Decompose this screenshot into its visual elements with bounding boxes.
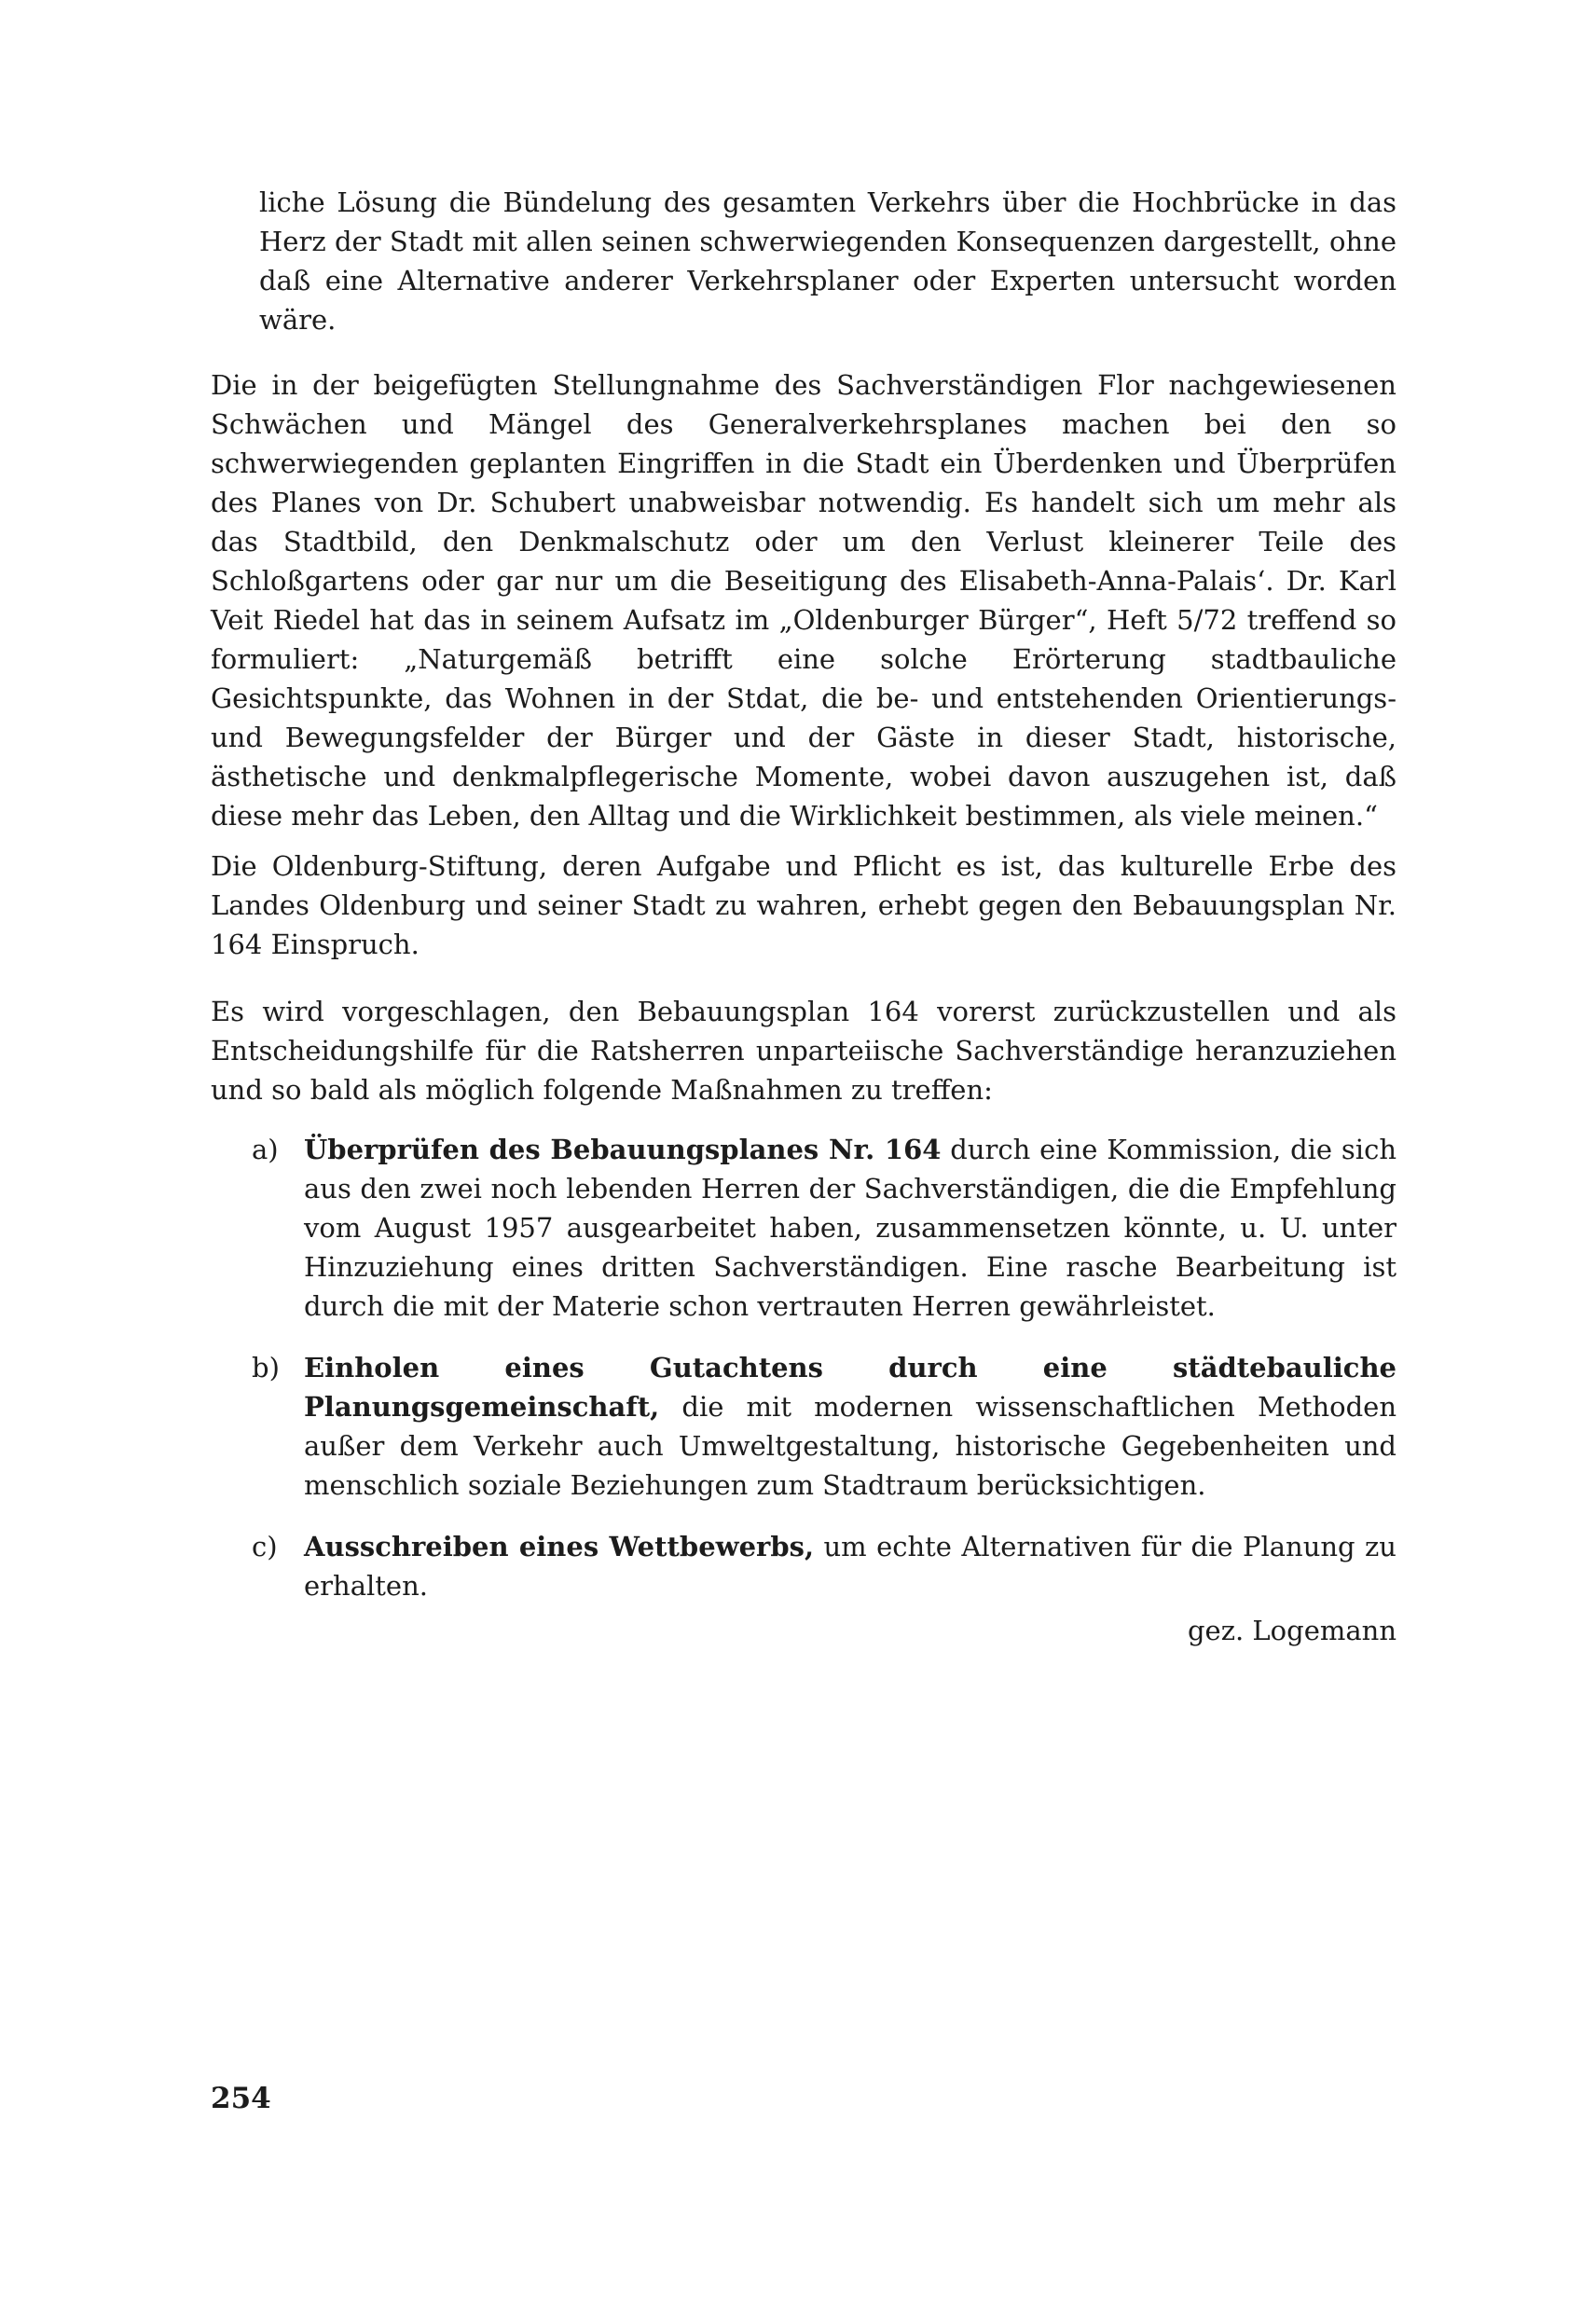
list-item-text: durch eine Kommission, die sich aus den zwei noch lebenden Herren der Sachverständigen, die die Empfehlung vom August 1957 ausgearbeitet haben, zusammensetzen könnte, u. U. unter Hinzuziehung eines dritten Sachverständigen. Eine rasche Bearbeitung ist durch die mit der Materie schon vertrauten Herren gewährleistet. <box>304 1134 1396 1322</box>
list-item-text: die mit modernen wissenschaftlichen Methoden außer dem Verkehr auch Umweltgestaltung, historische Gegebenheiten und menschlich soziale Beziehungen zum Stadtraum berücksichtigen. <box>304 1391 1396 1501</box>
list-item-heading: Überprüfen des Bebauungsplanes Nr. 164 <box>304 1134 942 1165</box>
list-item-text: um echte Alternativen für die Planung zu erhalten. <box>304 1531 1396 1602</box>
paragraph-continuation: liche Lösung die Bündelung des gesamten Verkehrs über die Hochbrücke in das Herz der Stadt mit allen seinen schwerwiegenden Konsequenzen dargestellt, ohne daß eine Alternative anderer Verkehrsplaner oder Experten untersucht worden wäre. <box>259 186 1396 336</box>
page-number: 254 <box>211 2082 271 2115</box>
list-item-body <box>304 1527 1396 1605</box>
list-marker: c) <box>252 1531 278 1562</box>
list-marker: b) <box>252 1352 280 1383</box>
list-item-body <box>304 1130 1396 1326</box>
paragraph-stellungnahme: Die in der beigefügten Stellungnahme des Sachverständigen Flor nachgewiesenen Schwächen und Mängel des Generalverkehrsplanes machen bei den so schwerwiegenden geplanten Eingriffen in die Stadt ein Überdenken und Überprüfen des Planes von Dr. Schubert unabweisbar notwendig. Es handelt sich um mehr als das Stadtbild, den Denkmalschutz oder um den Verlust kleinerer Teile des Schloßgartens oder gar nur um die Beseitigung des Elisabeth-Anna-Palais‘. Dr. Karl Veit Riedel hat das in seinem Aufsatz im „Oldenburger Bürger“, Heft 5/72 treffend so formuliert: „Naturgemäß betrifft eine solche Erörterung stadtbauliche Gesichtspunkte, das Wohnen in der Stdat, die be- und entstehenden Orientierungs- und Bewegungsfelder der Bürger und der Gäste in dieser Stadt, historische, ästhetische und denkmalpflegerische Momente, wobei davon auszugehen ist, daß diese mehr das Leben, den Alltag und die Wirklichkeit bestimmen, als viele meinen.“ <box>211 369 1396 832</box>
paragraph-vorschlag: Es wird vorgeschlagen, den Bebauungsplan 164 vorerst zurückzustellen und als Entscheidungshilfe für die Ratsherren unparteiische Sachverständige heranzuziehen und so bald als möglich folgende Maßnahmen zu treffen: <box>211 996 1396 1106</box>
list-item-heading: Einholen eines Gutachtens durch eine städtebauliche Planungsgemeinschaft, <box>304 1352 1396 1423</box>
signature: gez. Logemann <box>1187 1615 1396 1646</box>
list-marker: a) <box>252 1134 279 1165</box>
list-item-heading: Ausschreiben eines Wettbewerbs, <box>304 1531 815 1562</box>
list-item-body <box>304 1348 1396 1505</box>
paragraph-einspruch: Die Oldenburg-Stiftung, deren Aufgabe und Pflicht es ist, das kulturelle Erbe des Landes Oldenburg und seiner Stadt zu wahren, erhebt gegen den Bebauungsplan Nr. 164 Einspruch. <box>211 850 1396 960</box>
